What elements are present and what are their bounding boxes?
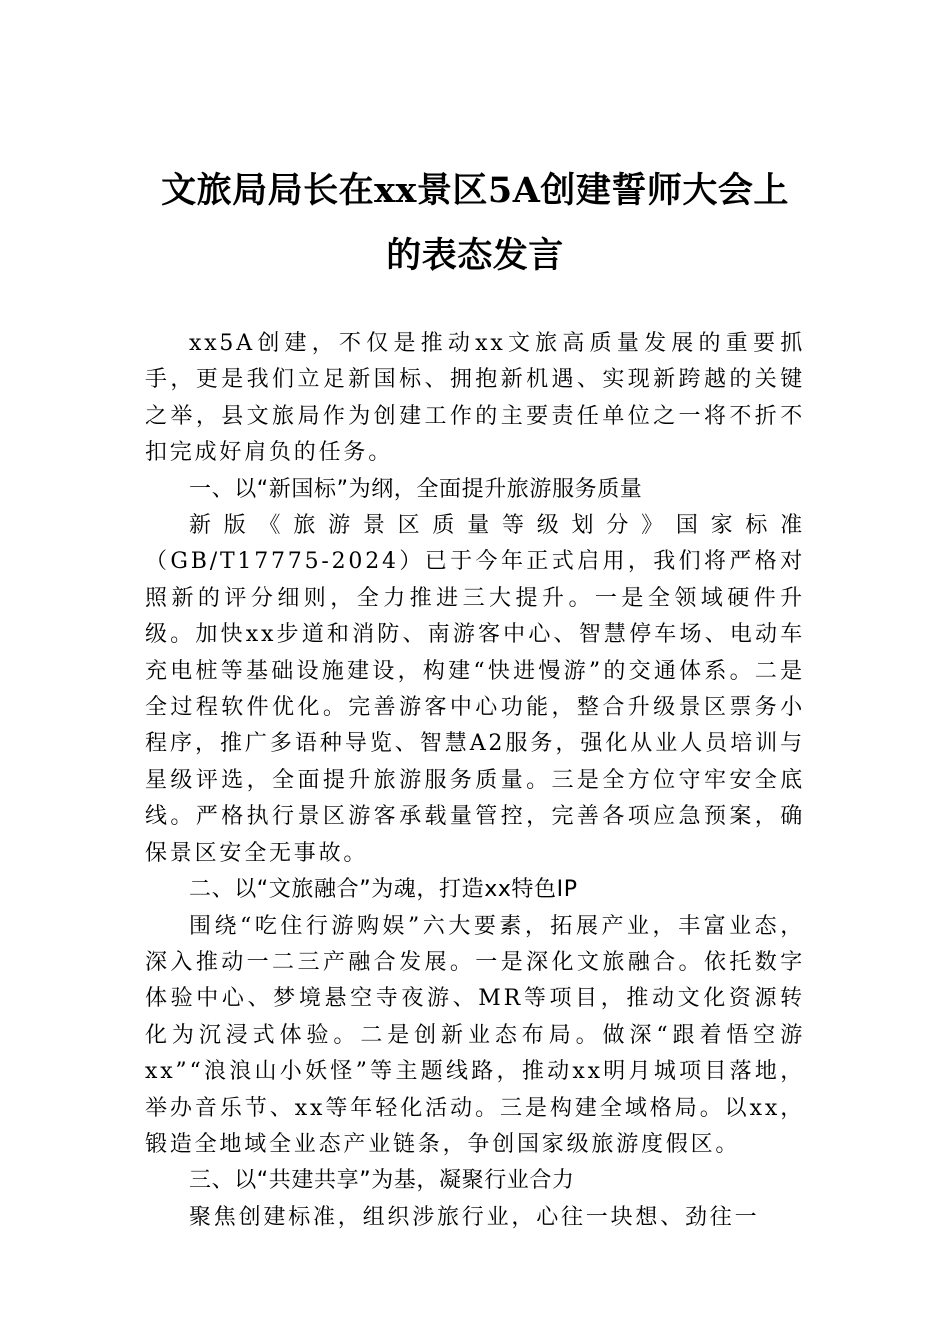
intro-paragraph: xx5A创建，不仅是推动xx文旅高质量发展的重要抓手，更是我们立足新国标、拥抱新机遇、实现新跨越的关键之举，县文旅局作为创建工作的主要责任单位之一将不折不扣完成好肩负的任务。: [145, 331, 805, 466]
section-heading-2: 二、以“文旅融合”为魂，打造xx特色IP: [189, 877, 578, 903]
document-body: [145, 326, 805, 1236]
section-heading-3: 三、以“共建共享”为基，凝聚行业合力: [189, 1168, 575, 1194]
section-heading-1: 一、以“新国标”为纲，全面提升旅游服务质量: [189, 476, 643, 502]
section-paragraph-1: 新版《旅游景区质量等级划分》国家标准（GB/T17775-2024）已于今年正式启用，我们将严格对照新的评分细则，全力推进三大提升。一是全领域硬件升级。加快xx步道和消防、南游客中心、智慧停车场、电动车充电桩等基础设施建设，构建“快进慢游”的交通体系。二是全过程软件优化。完善游客中心功能，整合升级景区票务小程序，推广多语种导览、智慧A2服务，强化从业人员培训与星级评选，全面提升旅游服务质量。三是全方位守牢安全底线。严格执行景区游客承载量管控，完善各项应急预案，确保景区安全无事故。: [145, 513, 805, 866]
section-paragraph-2: 围绕“吃住行游购娱”六大要素，拓展产业，丰富业态，深入推动一二三产融合发展。一是深化文旅融合。依托数字体验中心、梦境悬空寺夜游、MR等项目，推动文化资源转化为沉浸式体验。二是创新业态布局。做深“跟着悟空游xx”“浪浪山小妖怪”等主题线路，推动xx明月城项目落地，举办音乐节、xx等年轻化活动。三是构建全域格局。以xx，锻造全地域全业态产业链条，争创国家级旅游度假区。: [145, 913, 805, 1157]
section-paragraph-3: 聚焦创建标准，组织涉旅行业，心往一块想、劲往一: [189, 1204, 760, 1230]
document-title: [120, 158, 830, 288]
title-line-1: 文旅局局长在xx景区5A创建誓师大会上: [161, 170, 789, 211]
title-line-2: 的表态发言: [386, 235, 564, 276]
